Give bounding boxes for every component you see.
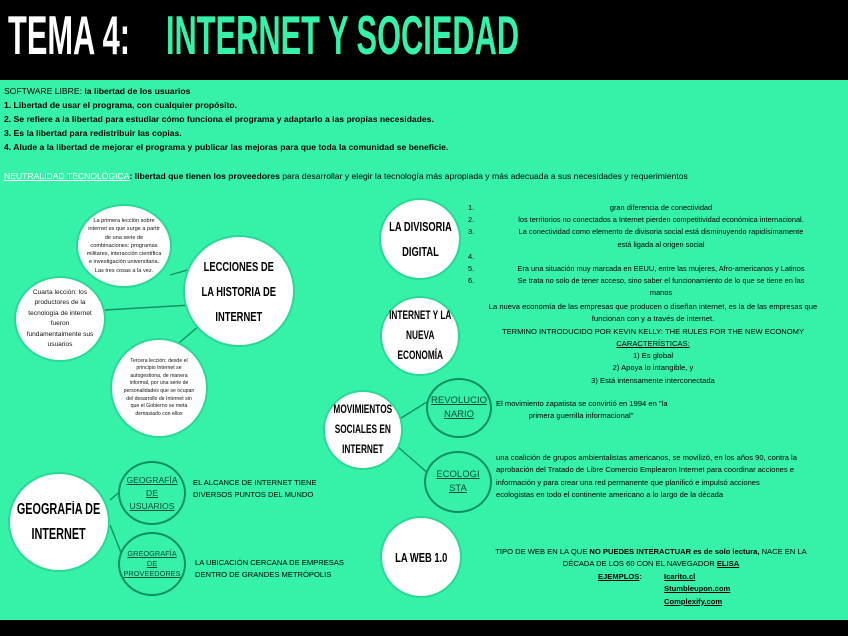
list-number: 6. [468,276,475,286]
cuarta-line: usuarios [47,341,73,348]
list-number [468,239,496,251]
movimientos-title [334,400,393,460]
nueva-economia-title-line: INTERNET Y LA [388,310,452,322]
software-libre-heading [4,85,190,99]
tercera-line: que el Gobierno se meta [130,403,188,410]
web10-text-span: NACE EN LA [759,547,807,556]
neutralidad-line [4,170,688,184]
cuarta-leccion-bubble [14,276,106,362]
primera-leccion-bubble [76,204,172,288]
web10-browser-name: ELISA [716,559,740,569]
nueva-economia-title-line: ECONOMÍA [397,350,443,362]
cuarta-line: tecnología de internet [28,309,92,317]
primera-line: internet es que surge a partir [88,226,160,233]
neutralidad-rest: para desarrollar y elegir la tecnología más apropiada y más adecuada a sus necesidades y requerimientos [279,171,688,181]
list-number: 3. [468,227,475,237]
revolucionario-text [496,398,666,423]
geografia-usuarios-text [193,477,317,502]
cuarta-line: Cuarta lección: los [32,288,88,296]
nueva-economia-line: La nueva economía de las empresas que producen o diseñan internet, es la de las empresas que [488,302,818,311]
neutralidad-label: NEUTRALIDAD TECNOLÓGICA [4,171,130,181]
tercera-line: autogestiona, de manera [130,372,188,379]
list-text: Se trata no solo de tener acceso, sino saber el funcionamiento de lo que se tiene en las [517,276,805,286]
primera-line: militares, interacción científica [86,251,162,258]
ejemplos-label: EJEMPLOS [598,572,640,581]
revolucionario-label-line: NARIO [443,409,475,420]
nueva-economia-text [460,301,846,387]
primera-line: de una serie de [104,234,144,241]
list-number: 1. [468,203,475,212]
footer-bar [0,620,848,636]
list-number: 4. [468,251,475,261]
revolucionario-node[interactable] [426,378,492,438]
movimientos-title-line: INTERNET [342,444,384,456]
tercera-line: demasiado con ellos [135,410,183,417]
ecologista-text-line: aprobación del Tratado de Libre Comercio Emplearon Internet para coordinar acciones e [496,465,795,475]
list-text: manos [649,288,673,298]
web10-text-span: TIPO DE WEB EN LA QUE [495,547,590,556]
web10-line-2 [470,558,832,570]
software-libre-item-4: 4. Alude a la libertad de mejorar el programa y publicar las mejoras para que toda la comunidad se beneficie. [4,142,449,152]
tercera-line: del desarrollo de Internet sin [126,395,192,402]
nueva-economia-line: 2) Apoya lo intangible, y [612,363,694,373]
geografia-usuarios-text-line: EL ALCANCE DE INTERNET TIENE [193,478,317,487]
web10-line-1 [470,546,832,558]
list-item [468,226,826,238]
ecologista-label [436,468,479,496]
list-text: La conectividad como elemento de divisoria social está disminuyendo rapidísimamente [518,227,804,237]
geografia-title [17,497,100,547]
list-number: 5. [468,264,475,274]
web10-text-span: DÉCADA DE LOS 60 CON EL NAVEGADOR [562,559,717,569]
primera-line: combinaciones: programas [90,242,158,249]
list-item [468,287,826,299]
movimientos-circle [323,390,403,470]
geografia-proveedores-label-line: PROVEEDORES [123,569,181,578]
geografia-title-line: GEOGRAFÍA DE [17,501,101,518]
title-prefix: TEMA 4: [8,4,131,66]
nueva-economia-line: TERMINO INTRODUCIDO POR KEVIN KELLY: THE RULES FOR THE NEW ECONOMY [501,326,805,336]
ecologista-label-line: STA [449,483,467,494]
list-item [468,214,826,226]
geografia-usuarios-label-line: USUARIOS [129,500,175,511]
tercera-line: principio Internet se [136,365,182,372]
primera-leccion-text [87,217,162,274]
list-number: 2. [468,215,475,225]
geografia-proveedores-label [123,549,180,579]
list-number [468,287,496,299]
neutralidad-bold: : libertad que tienen los proveedores [129,171,280,181]
geografia-usuarios-label-line: DE [146,487,158,498]
nueva-economia-title [389,306,451,366]
list-item [468,202,826,214]
ejemplo-link[interactable]: Complexify.com [664,596,723,606]
cuarta-leccion-text [27,288,94,351]
ecologista-node[interactable] [424,451,492,513]
list-text: gran diferencia de conectividad [609,203,713,212]
software-libre-subtitle: la libertad de los usuarios [82,86,191,96]
list-text: los territorios no conectados a Internet pierden competitividad económica internacional. [518,215,804,225]
ejemplos-colon: : [639,572,642,581]
geografia-usuarios-node[interactable] [118,461,186,525]
movimientos-title-line: MOVIMIENTOS [333,404,393,416]
cuarta-line: fueron [50,320,70,327]
software-libre-item-1: 1. Libertad de usar el programa, con cualquier propósito. [4,100,238,110]
nueva-economia-line: funcionan con y a través de internet. [591,314,715,324]
nueva-economia-title-line: NUEVA [405,330,435,342]
nueva-economia-circle [380,296,460,376]
lecciones-title [202,254,277,329]
mind-map-board [0,80,848,620]
nueva-economia-line: CARACTERÍSTICAS: [616,338,690,348]
header-bar [0,0,848,80]
ecologista-text-line: una coalición de grupos ambientalistas americanos, se movilizó, en los años 90, contra la [496,453,797,462]
movimientos-title-line: SOCIALES EN [334,424,392,436]
tercera-leccion-text [124,358,195,419]
list-text: Era una situación muy marcada en EEUU, entre las mujeres, Afro-americanos y Latinos [517,264,805,274]
geografia-usuarios-label-line: GEOGRAFÍA [126,474,178,485]
geografia-proveedores-label-line: DE [146,559,158,568]
revolucionario-text-line: El movimiento zapatista se convirtió en 1994 en "la [496,399,668,408]
divisoria-list [468,202,826,300]
ecologista-text-line: información y para crear una red permanente que planificó e impulsó acciones [496,477,760,487]
lecciones-title-line: LA HISTORIA DE [201,283,277,299]
ejemplos-list [664,571,730,608]
web10-text [470,546,832,571]
divisoria-circle [379,198,461,280]
title-main: INTERNET Y SOCIEDAD [166,4,520,66]
revolucionario-label-line: REVOLUCIO [431,395,487,406]
geografia-usuarios-label [126,474,177,513]
list-item [468,263,826,275]
tercera-line: informal, por una serie de [129,380,189,387]
tercera-line: Tercera lección: desde el [130,357,188,364]
ejemplo-link[interactable]: Icarito.cl [664,572,696,581]
geografia-proveedores-text-line: LA UBICACIÓN CERCANA DE EMPRESAS [195,558,344,567]
lecciones-title-line: LECCIONES DE [203,258,275,274]
primera-line: Las tres cosas a la vez. [94,267,154,274]
divisoria-title [389,214,452,264]
tercera-line: personalidades que se ocupan [123,388,195,394]
geografia-proveedores-text [195,557,344,582]
lecciones-title-line: INTERNET [215,308,263,324]
ejemplo-link[interactable]: Stumbleupon.com [664,584,731,594]
geografia-circle [8,472,110,572]
geografia-proveedores-text-line: DENTRO DE GRANDES METRÓPOLIS [195,570,332,580]
primera-line: e investigación universitaria. [88,259,160,266]
cuarta-line: fundamentalmente sus [26,330,94,338]
nueva-economia-line: 1) Es global [632,351,674,361]
cuarta-line: productores de la [34,299,86,306]
tercera-leccion-bubble [110,338,208,438]
software-libre-item-2: 2. Se refiere a la libertad para estudiar cómo funciona el programa y adaptarlo a las propias necesidades. [4,114,434,124]
geografia-title-line: INTERNET [31,526,87,543]
revolucionario-text-line: primera guerrilla informacional" [528,411,634,421]
revolucionario-label [431,394,487,422]
list-text [496,251,826,263]
list-item [468,275,826,287]
geografia-usuarios-text-line: DIVERSOS PUNTOS DEL MUNDO [193,490,314,500]
web10-circle [380,516,462,598]
ecologista-text [496,452,797,501]
software-libre-label: SOFTWARE LIBRE: [4,86,82,96]
lecciones-circle [183,235,295,347]
list-text: está ligada al origen social [617,239,705,249]
nueva-economia-line: 3) Está intensamente interconectada [591,375,715,385]
list-item [468,239,826,251]
geografia-proveedores-label-line: GREOGRAFÍA [127,549,177,558]
list-item [468,251,826,263]
primera-line: La primera lección sobre [93,218,155,225]
web10-text-span: es de solo lectura, [691,547,760,556]
software-libre-item-3: 3. Es la libertad para redistribuir las copias. [4,128,182,138]
ecologista-label-line: ECOLOGI [436,469,480,480]
geografia-proveedores-node[interactable] [118,532,186,596]
web10-text-span: NO PUEDES INTERACTUAR [589,547,692,556]
web10-ejemplos [598,571,642,583]
ecologista-text-line: ecologistas en todo el continente americano a lo largo de la década [496,489,724,499]
web10-title: LA WEB 1.0 [394,549,448,565]
divisoria-title-line: DIGITAL [401,244,439,259]
divisoria-title-line: LA DIVISORIA [388,219,452,234]
